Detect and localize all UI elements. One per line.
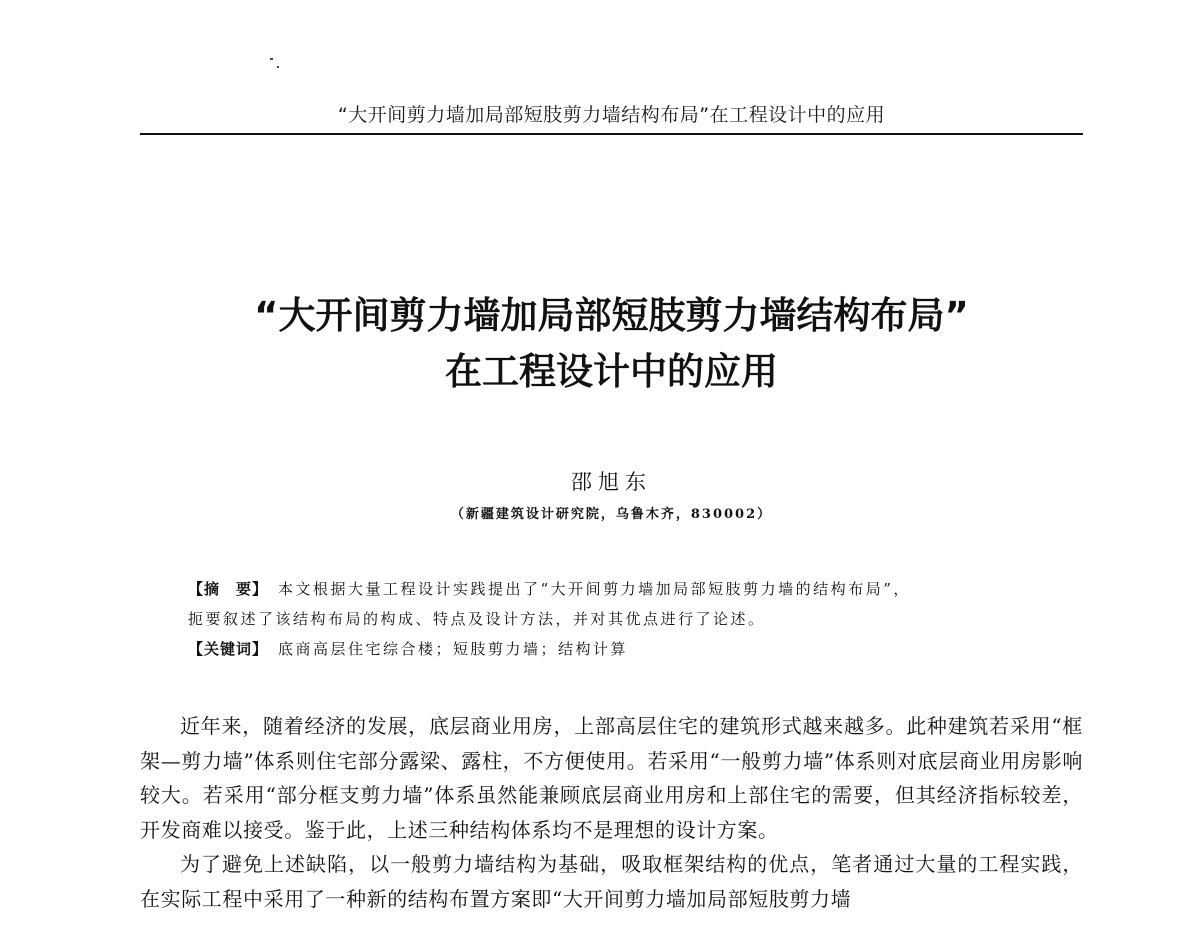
keywords-label: 【关键词】 bbox=[188, 640, 269, 658]
body-text bbox=[140, 709, 1083, 916]
abstract-line-2: 扼要叙述了该结构布局的构成、特点及设计方法，并对其优点进行了论述。 bbox=[188, 610, 766, 628]
running-header: “大开间剪力墙加局部短肢剪力墙结构布局”在工程设计中的应用 bbox=[337, 104, 886, 126]
keywords-text: 底商高层住宅综合楼；短肢剪力墙；结构计算 bbox=[278, 640, 629, 658]
title-line-2: 在工程设计中的应用 bbox=[445, 350, 778, 393]
body-paragraph-2: 为了避免上述缺陷，以一般剪力墙结构为基础，吸取框架结构的优点，笔者通过大量的工程实践，在实际工程中采用了一种新的结构布置方案即“大开间剪力墙加局部短肢剪力墙 bbox=[140, 852, 1083, 911]
scan-speck bbox=[277, 66, 279, 68]
keywords-line bbox=[188, 634, 1048, 664]
body-paragraph-1: 近年来，随着经济的发展，底层商业用房，上部高层住宅的建筑形式越来越多。此种建筑若采用“框架—剪力墙”体系则住宅部分露梁、露柱，不方便使用。若采用“一般剪力墙”体系则对底层商业用房影响较大。若采用“部分框支剪力墙”体系虽然能兼顾底层商业用房和上部住宅的需要，但其经济指标较差，开发商难以接受。鉴于此，上述三种结构体系均不是理想的设计方案。 bbox=[140, 714, 1083, 842]
scan-speck bbox=[270, 58, 273, 60]
abstract-block bbox=[188, 574, 1048, 664]
title-line-1: “大开间剪力墙加局部短肢剪力墙结构布局” bbox=[254, 294, 969, 337]
abstract-label: 【摘 要】 bbox=[188, 580, 269, 598]
paper-title bbox=[140, 288, 1083, 400]
author-affiliation: （新疆建筑设计研究院，乌鲁木齐，830002） bbox=[450, 507, 773, 522]
abstract-text-1: 本文根据大量工程设计实践提出了“大开间剪力墙加局部短肢剪力墙的结构布局”， bbox=[278, 580, 911, 598]
header-rule bbox=[140, 133, 1083, 135]
author-name: 邵旭东 bbox=[571, 470, 652, 494]
abstract-line-1 bbox=[188, 574, 1048, 604]
